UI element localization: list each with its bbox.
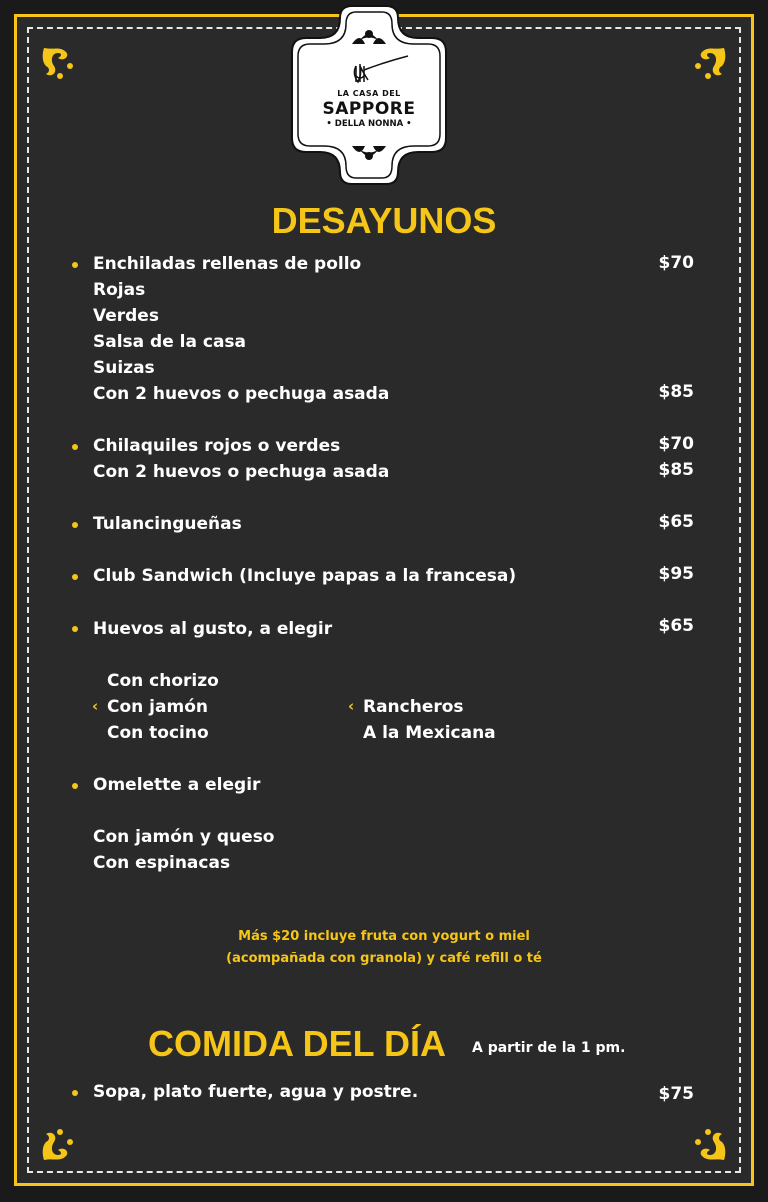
comida-time-note: A partir de la 1 pm. [472,1040,626,1056]
ornament-top-left-icon [40,44,80,84]
enchiladas-option: Salsa de la casa [93,332,247,352]
omelette-option: Con espinacas [93,853,231,873]
enchiladas-price: $70 [658,253,694,273]
bullet-icon [72,783,78,789]
comida-title: COMIDA DEL DÍA [148,1023,447,1064]
tulancinguenas-price: $65 [658,512,694,532]
chevron-left-icon: ‹ [92,697,99,715]
bullet-icon [72,262,78,268]
bullet-icon [72,626,78,632]
bullet-icon [72,574,78,580]
ornament-bottom-left-icon [40,1124,80,1164]
huevos-option-right: Rancheros [363,697,464,717]
enchiladas-extra-price: $85 [658,382,694,402]
dashed-border [27,27,741,1173]
ornament-bottom-right-icon [688,1124,728,1164]
chilaquiles-extra: Con 2 huevos o pechuga asada [93,462,390,482]
omelette-name: Omelette a elegir [93,775,261,795]
club-sandwich-price: $95 [658,564,694,584]
desayunos-title: DESAYUNOS [271,200,497,241]
breakfast-note-line-2: (acompañada con granola) y café refill o té [226,951,542,966]
tulancinguenas-name: Tulancingueñas [93,514,242,534]
ornament-top-right-icon [688,44,728,84]
comida-item: Sopa, plato fuerte, agua y postre. [93,1082,419,1102]
comida-price: $75 [658,1084,694,1104]
huevos-option: Con jamón [107,697,208,717]
bullet-icon [72,1090,78,1096]
restaurant-logo [290,4,448,186]
chilaquiles-extra-price: $85 [658,460,694,480]
enchiladas-option: Rojas [93,280,146,300]
enchiladas-extra: Con 2 huevos o pechuga asada [93,384,390,404]
huevos-price: $65 [658,616,694,636]
enchiladas-option: Suizas [93,358,155,378]
enchiladas-name: Enchiladas rellenas de pollo [93,254,362,274]
huevos-option: Con tocino [107,723,209,743]
bullet-icon [72,444,78,450]
huevos-option: Con chorizo [107,671,219,691]
logo-line-2: SAPPORE [322,99,416,119]
chilaquiles-price: $70 [658,434,694,454]
omelette-option: Con jamón y queso [93,827,275,847]
huevos-option-right: A la Mexicana [363,723,496,743]
enchiladas-option: Verdes [93,306,159,326]
huevos-name: Huevos al gusto, a elegir [93,619,333,639]
chevron-left-icon: ‹ [348,697,355,715]
logo-line-3: • DELLA NONNA • [326,119,412,129]
bullet-icon [72,522,78,528]
breakfast-note-line-1: Más $20 incluye fruta con yogurt o miel [238,929,530,944]
club-sandwich-name: Club Sandwich (Incluye papas a la francesa) [93,566,517,586]
chilaquiles-name: Chilaquiles rojos o verdes [93,436,341,456]
logo-line-1: LA CASA DEL [337,89,401,98]
